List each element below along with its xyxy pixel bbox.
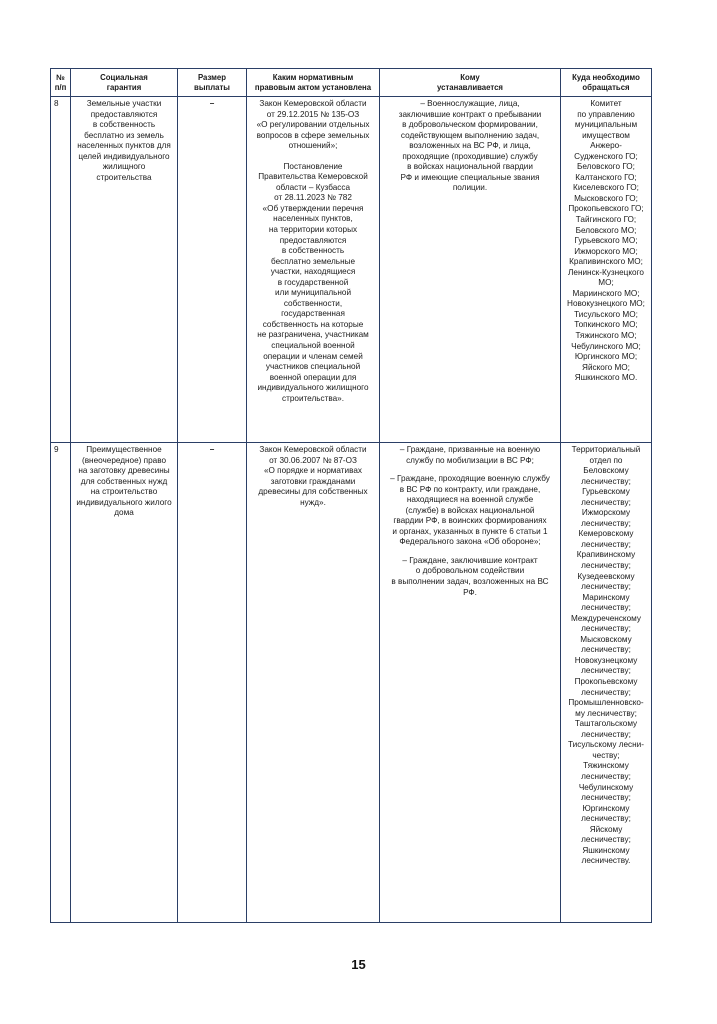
table-row — [51, 443, 652, 923]
text-line: возложенных на ВС РФ, и лица, — [409, 141, 531, 151]
text-line: муниципальным — [574, 120, 638, 130]
text-line: Тяжинскому — [583, 761, 629, 771]
text-line: бесплатно земельные — [270, 256, 356, 266]
text-line: операции и членам семей — [263, 351, 363, 361]
text-line: Чебулинского МО; — [571, 341, 641, 351]
text-line: Маринскому — [582, 592, 630, 602]
text-line: Мысковского ГО; — [574, 193, 638, 203]
whom-cell — [380, 97, 561, 443]
text-line: полиции. — [452, 183, 488, 193]
text-line: Гурьевскому — [582, 487, 630, 497]
text-line: – Граждане, заключившие контракт — [402, 555, 538, 565]
text-line: Ижморского МО; — [574, 246, 638, 256]
text-line: Преимущественное — [86, 445, 162, 454]
text-line: Земельные участки — [86, 99, 162, 108]
text-line: МО; — [598, 278, 614, 288]
text-line: лесничеству; — [581, 603, 631, 613]
text-line: Размер — [197, 73, 227, 82]
text-line: лесничеству; — [581, 835, 631, 845]
text-line: гарантия — [106, 82, 142, 92]
text-line: Чебулинскому — [578, 782, 634, 792]
text-line: в государственной — [277, 277, 349, 287]
text-line: или муниципальной — [274, 288, 352, 298]
recipient-list — [383, 99, 557, 194]
text-line: военной операции для — [269, 372, 357, 382]
text-line: Мариинского МО; — [572, 288, 640, 298]
text-line: лесничеству; — [581, 666, 631, 676]
list-item — [383, 474, 557, 548]
text-line: Прокопьевскому — [574, 677, 638, 687]
text-line: Постановление — [283, 161, 343, 171]
text-line: лесничеству; — [581, 771, 631, 781]
text-line: Юргинскому — [582, 803, 630, 813]
text-line: целей индивидуального — [78, 151, 170, 161]
text-line: древесины для собственных — [258, 487, 368, 497]
act-paragraph — [250, 445, 376, 508]
text-line: Топкинского МО; — [574, 320, 638, 330]
header-amount — [178, 69, 247, 97]
amount-cell: – — [178, 443, 247, 923]
text-line: не разграничена, участникам — [257, 330, 369, 340]
text-line: Тайгинского ГО; — [575, 215, 637, 225]
text-line: Ижморскому — [581, 508, 631, 518]
text-line: лесничеству. — [581, 856, 631, 866]
text-line: Крапивинского МО; — [569, 257, 643, 267]
row-number: 9 — [51, 443, 71, 923]
text-line: правовым актом установлена — [254, 82, 372, 92]
text-line: лесничеству; — [581, 582, 631, 592]
guarantee-cell — [71, 97, 178, 443]
text-line: имуществом — [582, 130, 630, 140]
header-num — [51, 69, 71, 97]
header-guarantee — [71, 69, 178, 97]
text-line: Ленинск-Кузнецкого — [568, 267, 644, 277]
table-header-row — [51, 69, 652, 97]
text-line: Беловского ГО; — [577, 162, 635, 172]
text-line: Тисульскому лесни- — [568, 740, 644, 750]
text-line: и органах, указанных в пункте 6 статьи 1 — [392, 526, 548, 536]
text-line: лесничеству; — [581, 561, 631, 571]
text-line: находящиеся на военной службе — [406, 495, 534, 505]
text-line: Территориальный — [571, 445, 641, 454]
row-number: 8 — [51, 97, 71, 443]
text-line: отношений»; — [288, 141, 338, 151]
text-line: от 30.06.2007 № 87-ОЗ — [269, 455, 357, 465]
text-line: в собственность — [281, 246, 345, 256]
text-line: Новокузнецкому — [574, 655, 638, 665]
text-line: населенных пунктов для — [77, 141, 171, 151]
text-line: лесничеству; — [581, 539, 631, 549]
list-item — [383, 445, 557, 466]
text-line: «О порядке и нормативах — [263, 466, 363, 476]
text-line: Яшкинскому — [582, 845, 630, 855]
text-line: заключившие контракт о пребывании — [398, 109, 542, 119]
amount-cell: – — [178, 97, 247, 443]
benefits-table — [50, 68, 652, 923]
header-whom — [380, 69, 561, 97]
text-line: в ВС РФ по контракту, или граждане, — [399, 484, 541, 494]
text-line: вопросов в сфере земельных — [256, 130, 370, 140]
text-line: Комитет — [590, 99, 622, 108]
text-line: Беловского МО; — [575, 225, 637, 235]
contact-cell — [561, 97, 652, 443]
act-cell — [247, 443, 380, 923]
text-line: лесничеству; — [581, 476, 631, 486]
text-line: собственности, — [283, 298, 343, 308]
text-line: на территории которых — [268, 225, 358, 235]
header-contact — [561, 69, 652, 97]
text-line: Промышленновско- — [568, 698, 644, 708]
text-line: на заготовку древесины — [78, 466, 170, 476]
text-line: лесничеству; — [581, 624, 631, 634]
text-line: № — [56, 73, 65, 82]
text-line: лесничеству; — [581, 518, 631, 528]
text-line: отдел по — [589, 455, 623, 465]
text-line: государственная — [281, 309, 345, 319]
text-line: населенных пунктов, — [273, 214, 353, 224]
text-line: собственность на которые — [262, 319, 364, 329]
text-line: строительства — [96, 172, 152, 182]
text-line: в войсках национальной гвардии — [407, 162, 533, 172]
act-paragraph — [250, 162, 376, 405]
text-line: обращаться — [582, 82, 630, 92]
text-line: предоставляются — [90, 109, 158, 119]
text-line: п/п — [54, 82, 67, 92]
text-line: Федерального закона «Об обороне»; — [399, 537, 541, 547]
act-paragraph — [250, 99, 376, 152]
text-line: Кому — [460, 73, 480, 82]
text-line: РФ и имеющие специальные звания — [400, 172, 540, 182]
text-line: Кемеровскому — [578, 529, 634, 539]
contact-cell — [561, 443, 652, 923]
text-line: по управлению — [577, 109, 635, 119]
text-line: Социальная — [100, 73, 148, 82]
text-line: «Об утверждении перечня — [262, 203, 364, 213]
text-line: (службе) в войсках национальной — [405, 505, 535, 515]
text-line: Крапивинскому — [576, 550, 636, 560]
text-line: в собственность — [92, 120, 156, 130]
list-item — [383, 556, 557, 598]
text-line: содействующем выполнению задач, — [400, 130, 540, 140]
text-line: участки, находящиеся — [270, 267, 356, 277]
text-line: лесничеству; — [581, 497, 631, 507]
text-line: Беловскому — [583, 466, 629, 476]
text-line: Яйского МО; — [582, 362, 630, 372]
text-line: от 28.11.2023 № 782 — [274, 193, 352, 203]
table-row — [51, 97, 652, 443]
text-line: Тяжинского МО; — [575, 331, 637, 341]
text-line: Киселевского ГО; — [573, 183, 639, 193]
text-line: Таштагольскому — [574, 719, 638, 729]
text-line: предоставляются — [279, 235, 347, 245]
text-line: от 29.12.2015 № 135-ОЗ — [266, 109, 360, 119]
text-line: на строительство — [90, 487, 158, 497]
text-line: дома — [114, 508, 134, 518]
text-line: Гурьевского МО; — [574, 236, 638, 246]
text-line: му лесничеству; — [575, 708, 637, 718]
text-line: Мысковскому — [580, 634, 632, 644]
text-line: – Военнослужащие, лица, — [420, 99, 520, 108]
text-line: нужд». — [300, 497, 326, 507]
text-line: гвардии РФ, в воинских формированиях — [393, 516, 547, 526]
text-line: лесничеству; — [581, 814, 631, 824]
whom-cell — [380, 443, 561, 923]
text-line: Калтанского ГО; — [575, 172, 637, 182]
text-line: лесничеству; — [581, 793, 631, 803]
text-line: Яйскому — [589, 824, 623, 834]
text-line: лесничеству; — [581, 645, 631, 655]
text-line: РФ. — [463, 587, 477, 597]
text-line: Закон Кемеровской области — [259, 99, 367, 108]
text-line: Куда необходимо — [572, 73, 640, 82]
recipient-list — [383, 445, 557, 598]
text-line: устанавливается — [437, 82, 503, 92]
text-line: Междуреченскому — [571, 613, 641, 623]
text-line: (внеочередное) право — [81, 455, 167, 465]
list-item — [383, 99, 557, 194]
text-line: Прокопьевского ГО; — [568, 204, 644, 214]
text-line: Кузедеевскому — [577, 571, 635, 581]
text-line: в выполнении задач, возложенных на ВС — [391, 577, 549, 587]
text-line: индивидуального жилищного — [257, 383, 369, 393]
text-line: участников специальной — [265, 362, 361, 372]
text-line: области – Кузбасса — [275, 182, 351, 192]
guarantee-cell — [71, 443, 178, 923]
text-line: честву; — [592, 750, 620, 760]
text-line: о добровольном содействии — [415, 566, 525, 576]
text-line: бесплатно из земель — [84, 130, 164, 140]
text-line: жилищного — [102, 162, 146, 172]
text-line: специальной военной — [271, 341, 355, 351]
text-line: проходящие (проходившие) службу — [402, 151, 538, 161]
text-line: – Граждане, призванные на военную — [399, 445, 541, 454]
text-line: Яшкинского МО. — [574, 373, 638, 383]
text-line: индивидуального жилого — [76, 497, 172, 507]
text-line: Юргинского МО; — [574, 352, 638, 362]
text-line: в добровольческом формировании, — [402, 120, 538, 130]
act-cell — [247, 97, 380, 443]
text-line: лесничеству; — [581, 729, 631, 739]
text-line: выплаты — [194, 82, 230, 92]
text-line: Судженского ГО; — [574, 151, 638, 161]
text-line: Правительства Кемеровской — [258, 172, 368, 182]
text-line: – Граждане, проходящие военную службу — [390, 474, 550, 484]
text-line: лесничеству; — [581, 687, 631, 697]
text-line: строительства». — [282, 393, 344, 403]
text-line: службу по мобилизации в ВС РФ; — [406, 455, 534, 465]
text-line: заготовки гражданами — [270, 476, 356, 486]
text-line: «О регулировании отдельных — [256, 120, 370, 130]
page-number: 15 — [351, 957, 366, 972]
text-line: Новокузнецкого МО; — [567, 299, 645, 309]
text-line: Тисульского МО; — [574, 309, 638, 319]
header-act — [247, 69, 380, 97]
text-line: Анжеро- — [590, 141, 622, 151]
text-line: для собственных нужд — [80, 476, 168, 486]
text-line: Каким нормативным — [272, 73, 354, 82]
text-line: Закон Кемеровской области — [259, 445, 367, 454]
